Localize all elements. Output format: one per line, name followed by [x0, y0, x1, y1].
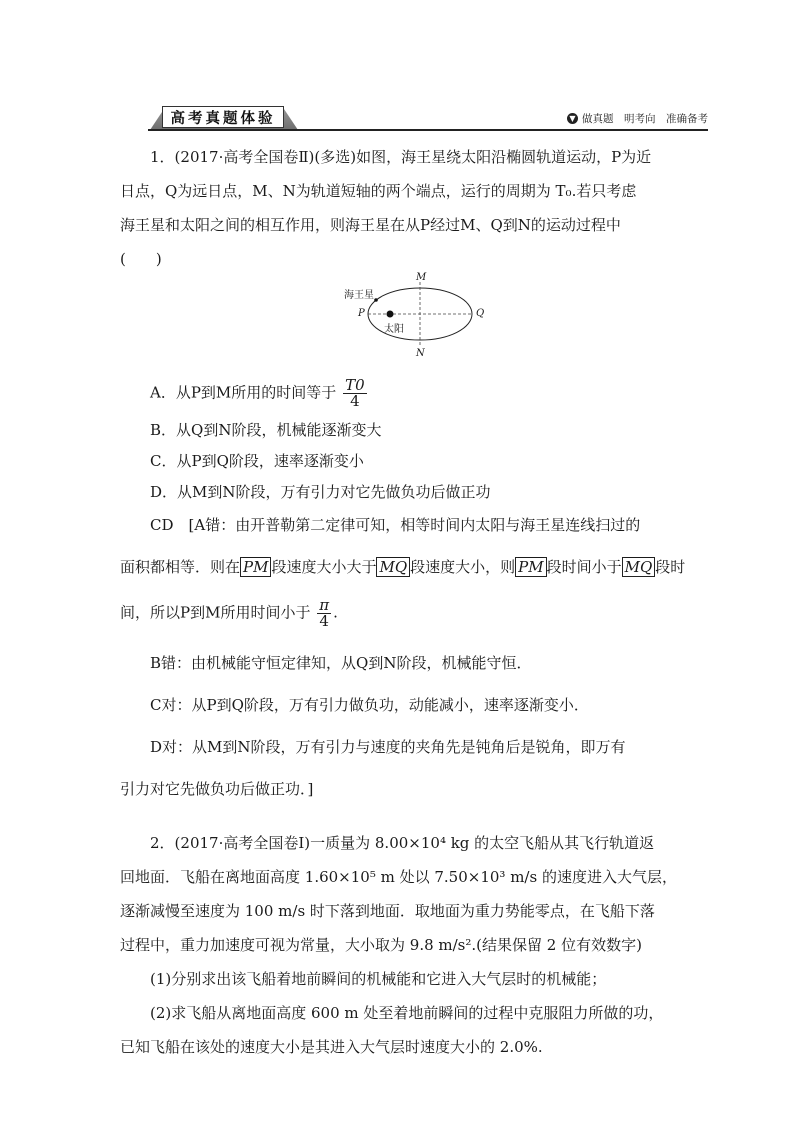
q2-part1: (1)分别求出该飞船着地前瞬间的机械能和它进入大气层时的机械能； — [150, 970, 607, 988]
q1-stem-line3: 海王星和太阳之间的相互作用，则海王星在从P经过M、Q到N的运动过程中 — [120, 216, 621, 234]
option-b: B．从Q到N阶段，机械能逐渐变大 — [150, 421, 382, 439]
label-N: N — [416, 348, 425, 359]
option-c: C．从P到Q阶段，速率逐渐变小 — [150, 452, 364, 470]
label-M: M — [416, 272, 427, 283]
option-a — [150, 378, 369, 409]
pi-numerator: π — [319, 596, 330, 614]
answer-line7: 引力对它先做负功后做正功．] — [120, 780, 314, 798]
answer-line1: CD [A错：由开普勒第二定律可知，相等时间内太阳与海王星连线扫过的 — [150, 516, 641, 534]
q2-stem — [120, 826, 680, 1064]
q2-line2: 回地面．飞船在离地面高度 1.60×10⁵ m 处以 7.50×10³ m/s 的速度进入大气层， — [120, 868, 677, 886]
arc-pm-2: $\overline{PM}$ — [515, 557, 546, 577]
answer-line6: D对：从M到N阶段，万有引力与速度的夹角先是钝角后是锐角，即万有 — [150, 738, 626, 756]
option-a-fraction — [343, 378, 367, 409]
arc-mq-2: $\overline{MQ}$ — [622, 557, 656, 577]
answer-line3 — [120, 598, 338, 629]
q2-part2-line1: (2)求飞船从离地面高度 600 m 处至着地前瞬间的过程中克服阻力所做的功， — [150, 1004, 664, 1022]
q2-line3: 逐渐减慢至速度为 100 m/s 时下落到地面．取地面为重力势能零点，在飞船下落 — [120, 902, 655, 920]
arc-pm-1: $\overline{PM}$ — [240, 557, 271, 577]
option-a-numerator: T0 — [345, 376, 365, 394]
header-rule — [148, 129, 708, 131]
q1-stem-line2: 日点，Q为远日点，M、N为轨道短轴的两个端点，运行的周期为 T₀.若只考虑 — [120, 182, 637, 200]
label-sun: 太阳 — [384, 324, 404, 335]
q2-line4: 过程中，重力加速度可视为常量，大小取为 9.8 m/s².(结果保留 2 位有效数字) — [120, 936, 642, 954]
arc-mq-1: $\overline{MQ}$ — [376, 557, 410, 577]
answer-line2-e: 段时 — [655, 558, 686, 576]
option-a-text: A．从P到M所用的时间等于 — [150, 383, 337, 402]
q1-answer — [120, 514, 686, 798]
label-Q: Q — [476, 308, 485, 319]
answer-line2-b: 段速度大小大于 — [271, 558, 377, 576]
answer-line2-a: 面积都相等．则在 — [120, 558, 241, 576]
answer-line3-text: 间，所以P到M所用时间小于 — [120, 603, 311, 622]
answer-line4: B错：由机械能守恒定律知，从Q到N阶段，机械能守恒． — [150, 654, 532, 672]
option-a-denominator: 4 — [350, 392, 360, 410]
answer-line5: C对：从P到Q阶段，万有引力做负功，动能减小，速率逐渐变小． — [150, 696, 589, 714]
header-slogan — [567, 111, 708, 126]
header-slogan-text: 做真题 明考向 准确备考 — [582, 113, 708, 125]
down-arrow-circle-icon: ▼ — [567, 113, 578, 124]
answer-line2 — [120, 556, 685, 577]
section-header — [148, 104, 708, 130]
answer-line2-c: 段速度大小，则 — [410, 558, 516, 576]
orbit-figure — [336, 272, 496, 362]
sun-dot — [387, 311, 394, 318]
option-d: D．从M到N阶段，万有引力对它先做负功后做正功 — [150, 483, 491, 501]
pi-over-4 — [317, 598, 331, 629]
section-title: 高考真题体验 — [162, 106, 284, 128]
label-P: P — [358, 308, 365, 319]
pi-denominator: 4 — [319, 612, 329, 630]
neptune-dot — [374, 298, 378, 302]
q1-stem — [120, 140, 680, 276]
q2-line1: 2．(2017·高考全国卷Ⅰ)一质量为 8.00×10⁴ kg 的太空飞船从其飞行轨道返 — [150, 834, 655, 852]
label-neptune: 海王星 — [344, 290, 374, 301]
q2-part2-line2: 已知飞船在该处的速度大小是其进入大气层时速度大小的 2.0%. — [120, 1038, 543, 1056]
answer-line2-d: 段时间小于 — [546, 558, 622, 576]
answer-line3-suffix: . — [333, 603, 338, 622]
q1-stem-line4: ( ) — [120, 250, 162, 268]
q1-stem-line1: 1．(2017·高考全国卷Ⅱ)(多选)如图，海王星绕太阳沿椭圆轨道运动，P为近 — [150, 148, 652, 166]
